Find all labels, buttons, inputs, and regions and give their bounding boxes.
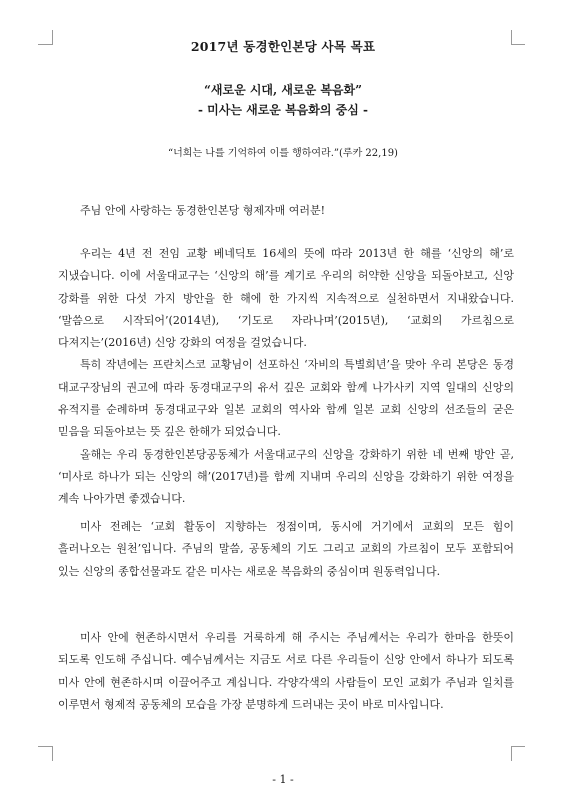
crop-mark-bottom-right-h: [511, 746, 525, 747]
greeting: 주님 안에 사랑하는 동경한인본당 형제자매 여러분!: [80, 204, 326, 217]
paragraph-5: 미사 안에 현존하시면서 우리를 거룩하게 해 주시는 주님께서는 우리가 한마음 한뜻이 되도록 인도해 주십니다. 예수님께서는 지금도 서로 다른 우리들이 신앙 안에서 하나가 되도록 미사 안에 현존하시며 이끌어주고 계십니다. 각양각색의 사람들이 모인 교회가 주님과 일치를 이루면서 형제적 공동체의 모습을 가장 분명하게 드러내는 곳이 바로 미사입니다.: [58, 631, 514, 711]
scripture-quote: “너희는 나를 기억하여 이를 행하여라.”(루카 22,19): [168, 148, 398, 159]
body-block-2: [58, 516, 514, 583]
greeting-block: [58, 200, 514, 222]
motto-line-1: “새로운 시대, 새로운 복음화”: [203, 83, 363, 97]
paragraph-4: 미사 전례는 ‘교회 활동이 지향하는 정점이며, 동시에 거기에서 교회의 모든 힘이 흘러나오는 원천’입니다. 주님의 말씀, 공동체의 기도 그리고 교회의 가르침이 모두 포함되어 있는 신앙의 종합선물과도 같은 미사는 새로운 복음화의 중심이며 원동력입니다.: [58, 520, 514, 578]
page-number: - 1 -: [272, 773, 294, 786]
motto-line-2: - 미사는 새로운 복음화의 중심 -: [198, 103, 368, 117]
paragraph-1: 우리는 4년 전 전임 교황 베네딕토 16세의 뜻에 따라 2013년 한 해를 ‘신앙의 해’로 지냈습니다. 이에 서울대교구는 ‘신앙의 해’를 계기로 우리의 허약한 신앙을 되돌아보고, 신앙 강화를 위한 다섯 가지 방안을 한 해에 한 가지씩 지속적으로 실천하면서 지내왔습니다. ‘말씀으로 시작되어’(2014년), ‘기도로 자라나며’(2015년), ‘교회의 가르침으로 다져지는’(2016년) 신앙 강화의 여정을 걸었습니다.: [58, 247, 514, 350]
crop-mark-bottom-left-h: [38, 746, 52, 747]
body-block-3: [58, 627, 514, 716]
body-block-1: [58, 243, 514, 511]
crop-mark-bottom-left-v: [52, 746, 53, 761]
paragraph-2: 특히 작년에는 프란치스코 교황님이 선포하신 ‘자비의 특별희년’을 맞아 우리 본당은 동경 대교구장님의 권고에 따라 동경대교구의 유서 깊은 교회와 함께 나가사키 지역 일대의 신앙의 유적지를 순례하며 동경대교구와 일본 교회의 역사와 함께 일본 교회 신앙의 선조들의 굳은 믿음을 되돌아보는 뜻 깊은 한해가 되었습니다.: [58, 358, 514, 439]
paragraph-3: 올해는 우리 동경한인본당공동체가 서울대교구의 신앙을 강화하기 위한 네 번째 방안 곧, ‘미사로 하나가 되는 신앙의 해’(2017년)를 함께 지내며 우리의 신앙을 강화하기 위한 여정을 계속 나아가면 좋겠습니다.: [58, 447, 514, 506]
document-title: 2017년 동경한인본당 사목 목표: [190, 39, 376, 54]
crop-mark-bottom-right-v: [511, 746, 512, 761]
